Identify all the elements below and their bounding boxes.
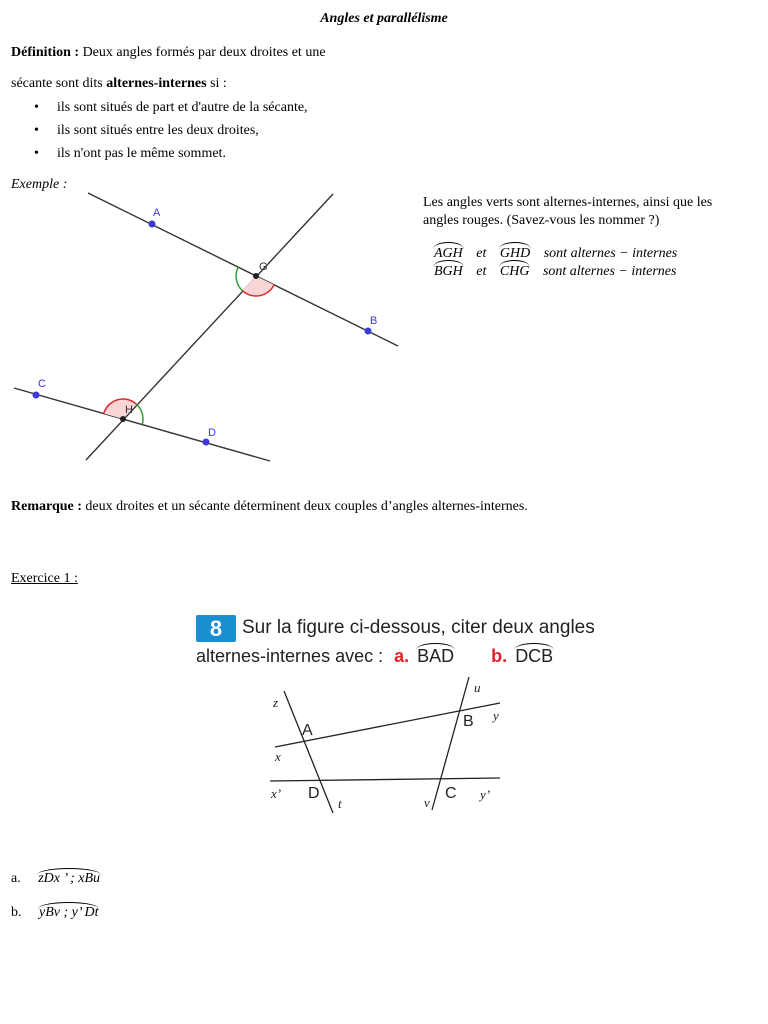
example-explanation <box>423 194 712 230</box>
label-z: z <box>273 695 279 710</box>
page-title: Angles et parallélisme <box>320 11 448 26</box>
label-c: C <box>38 378 46 390</box>
definition-label: Définition : <box>11 45 80 60</box>
label-d: D <box>208 427 216 439</box>
answer-a-label: a. <box>11 871 21 886</box>
angle-pairs <box>434 245 677 281</box>
line-ab <box>88 193 398 346</box>
label-h: H <box>125 404 133 416</box>
label-B: B <box>463 713 474 730</box>
angle-agh: AGH <box>434 246 463 261</box>
exercise-heading: Exercice 1 : <box>11 571 78 586</box>
label-b: B <box>370 315 378 327</box>
exercise-prompt-2 <box>196 646 553 667</box>
label-a: A <box>153 207 161 219</box>
definition-line-2 <box>11 76 227 92</box>
example-text-1: Les angles verts sont alternes-internes, ainsi que les <box>423 195 713 210</box>
definition-text-1: Deux angles formés par deux droites et une <box>79 45 326 60</box>
label-y: y <box>493 708 499 723</box>
angle-ghd: GHD <box>499 246 531 261</box>
angle-pair-row <box>434 245 677 263</box>
remark-text: deux droites et un sécante déterminent deux couples d’angles alternes-internes. <box>81 499 528 514</box>
point-d <box>203 439 210 446</box>
point-h <box>120 416 126 422</box>
green-angle-g-arc <box>236 267 242 290</box>
pair-et: et <box>476 246 487 261</box>
item-b-angle: DCB <box>515 646 554 666</box>
bullet-item: • ils sont situés de part et d'autre de la sécante, <box>34 96 308 119</box>
point-b <box>365 328 372 335</box>
definition-line-1 <box>11 45 326 61</box>
exercise-number-badge: 8 <box>196 615 236 642</box>
definition-text-2c: si : <box>206 76 227 91</box>
definition-term: alternes-internes <box>106 76 207 91</box>
answer-b-label: b. <box>11 905 22 920</box>
answer-b-text: yBv ; y’ Dt <box>39 905 99 920</box>
exercise-prompt-1: Sur la figure ci-dessous, citer deux angles <box>242 617 595 638</box>
label-u: u <box>474 680 481 695</box>
label-A: A <box>302 722 313 739</box>
answer-a-text: zDx ’ ; xBu <box>38 871 101 886</box>
angle-pair-row <box>434 263 677 281</box>
point-g <box>253 273 259 279</box>
item-b-label: b. <box>491 646 508 666</box>
remark-label: Remarque : <box>11 499 82 514</box>
remark <box>11 499 528 515</box>
bullet-item: • ils sont situés entre les deux droites, <box>34 119 308 142</box>
bullet-item: • ils n'ont pas le même sommet. <box>34 142 308 165</box>
exercise-prompt-2-text: alternes-internes avec : <box>196 646 384 666</box>
label-t: t <box>338 796 342 811</box>
answer-b <box>11 905 98 921</box>
label-x: x <box>275 749 281 764</box>
angle-chg: CHG <box>499 264 530 279</box>
label-x-prime: x’ <box>271 786 282 801</box>
example-text-2: angles rouges. (Savez-vous les nommer ?) <box>423 213 660 228</box>
definition-bullets <box>34 96 308 165</box>
pair-et: et <box>476 264 487 279</box>
item-a-angle: BAD <box>417 646 455 666</box>
example-figure <box>0 185 420 470</box>
pair-tail: sont alternes − internes <box>542 264 677 279</box>
red-angle-g-fill <box>242 276 274 296</box>
example-label: Exemple : <box>11 177 68 192</box>
label-v: v <box>424 795 430 810</box>
answer-a <box>11 871 100 887</box>
label-g: G <box>259 261 268 273</box>
label-C: C <box>445 785 457 802</box>
angle-bgh: BGH <box>434 264 463 279</box>
item-a-label: a. <box>394 646 410 666</box>
point-a <box>149 221 156 228</box>
pair-tail: sont alternes − internes <box>543 246 678 261</box>
label-y-prime: y’ <box>480 787 491 802</box>
label-D: D <box>308 785 320 802</box>
definition-text-2a: sécante sont dits <box>11 76 107 91</box>
line-xprime-yprime <box>270 778 500 781</box>
exercise-figure <box>260 670 510 815</box>
green-angle-h-arc <box>137 404 143 424</box>
point-c <box>33 392 40 399</box>
